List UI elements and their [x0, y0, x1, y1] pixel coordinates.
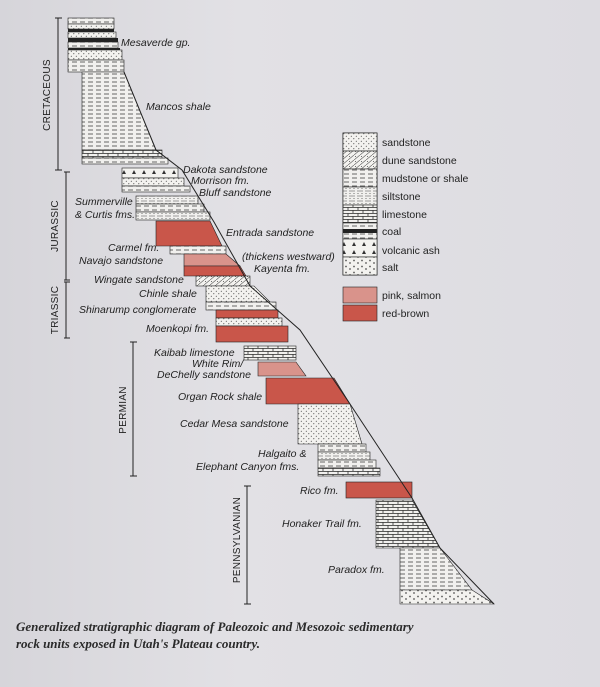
legend-swatch-limestone: [343, 205, 377, 223]
period-label-jurassic: JURASSIC: [50, 200, 61, 252]
unit-label: Morrison fm.: [191, 175, 250, 187]
unit-label: & Curtis fms.: [75, 209, 136, 221]
period-label-pennsylvanian: PENNSYLVANIAN: [232, 496, 243, 584]
unit-label: Mesaverde gp.: [121, 37, 191, 49]
legend-label: pink, salmon: [382, 290, 441, 302]
unit-label: Summerville: [75, 196, 133, 208]
unit-label: Organ Rock shale: [178, 391, 263, 403]
unit-label: Navajo sandstone: [79, 255, 164, 267]
legend: [343, 133, 469, 321]
legend-label: volcanic ash: [382, 245, 440, 257]
legend-swatch-dune-sandstone: [343, 151, 377, 169]
unit-label: (thickens westward): [242, 251, 335, 263]
unit-label: Kaibab limestone: [154, 347, 235, 359]
unit-label: Moenkopi fm.: [146, 323, 210, 335]
legend-label: coal: [382, 226, 402, 238]
period-label-permian: PERMIAN: [118, 386, 129, 434]
unit-label: Entrada sandstone: [226, 227, 315, 239]
legend-label: limestone: [382, 209, 427, 221]
unit-label: Elephant Canyon fms.: [196, 461, 300, 473]
unit-label: Carmel fm.: [108, 242, 160, 254]
unit-label: White Rim/: [192, 358, 244, 370]
legend-swatch-volcanic-ash: [343, 239, 377, 257]
unit-label: DeChelly sandstone: [157, 369, 251, 381]
unit-label: Halgaito &: [258, 448, 307, 460]
legend-label: dune sandstone: [382, 155, 457, 167]
unit-label: Rico fm.: [300, 485, 339, 497]
period-label-triassic: TRIASSIC: [50, 285, 61, 335]
period-label-cretaceous: CRETACEOUS: [42, 59, 53, 131]
legend-label: siltstone: [382, 191, 421, 203]
unit-label: Paradox fm.: [328, 564, 385, 576]
caption-line-1: Generalized stratigraphic diagram of Paleozoic and Mesozoic sedimentary: [16, 619, 414, 634]
legend-label: red-brown: [382, 308, 430, 320]
unit-label: Honaker Trail fm.: [282, 518, 362, 530]
legend-swatch-mudstone: [343, 169, 377, 187]
legend-label: sandstone: [382, 137, 431, 149]
legend-swatch-salt: [343, 257, 377, 275]
unit-label: Dakota sandstone: [183, 164, 268, 176]
legend-label: salt: [382, 262, 399, 274]
unit-label: Kayenta fm.: [254, 263, 311, 275]
caption-line-2: rock units exposed in Utah's Plateau country.: [16, 636, 261, 651]
unit-label: Shinarump conglomerate: [79, 304, 197, 316]
legend-swatch-pink: [343, 287, 377, 303]
unit-label: Cedar Mesa sandstone: [180, 418, 289, 430]
legend-swatch-siltstone: [343, 187, 377, 205]
unit-label: Wingate sandstone: [94, 274, 184, 286]
unit-label: Bluff sandstone: [199, 187, 272, 199]
legend-swatch-red-brown: [343, 305, 377, 321]
unit-label: Mancos shale: [146, 101, 211, 113]
legend-swatch-sandstone: [343, 133, 377, 151]
legend-label: mudstone or shale: [382, 173, 469, 185]
unit-label: Chinle shale: [139, 288, 197, 300]
